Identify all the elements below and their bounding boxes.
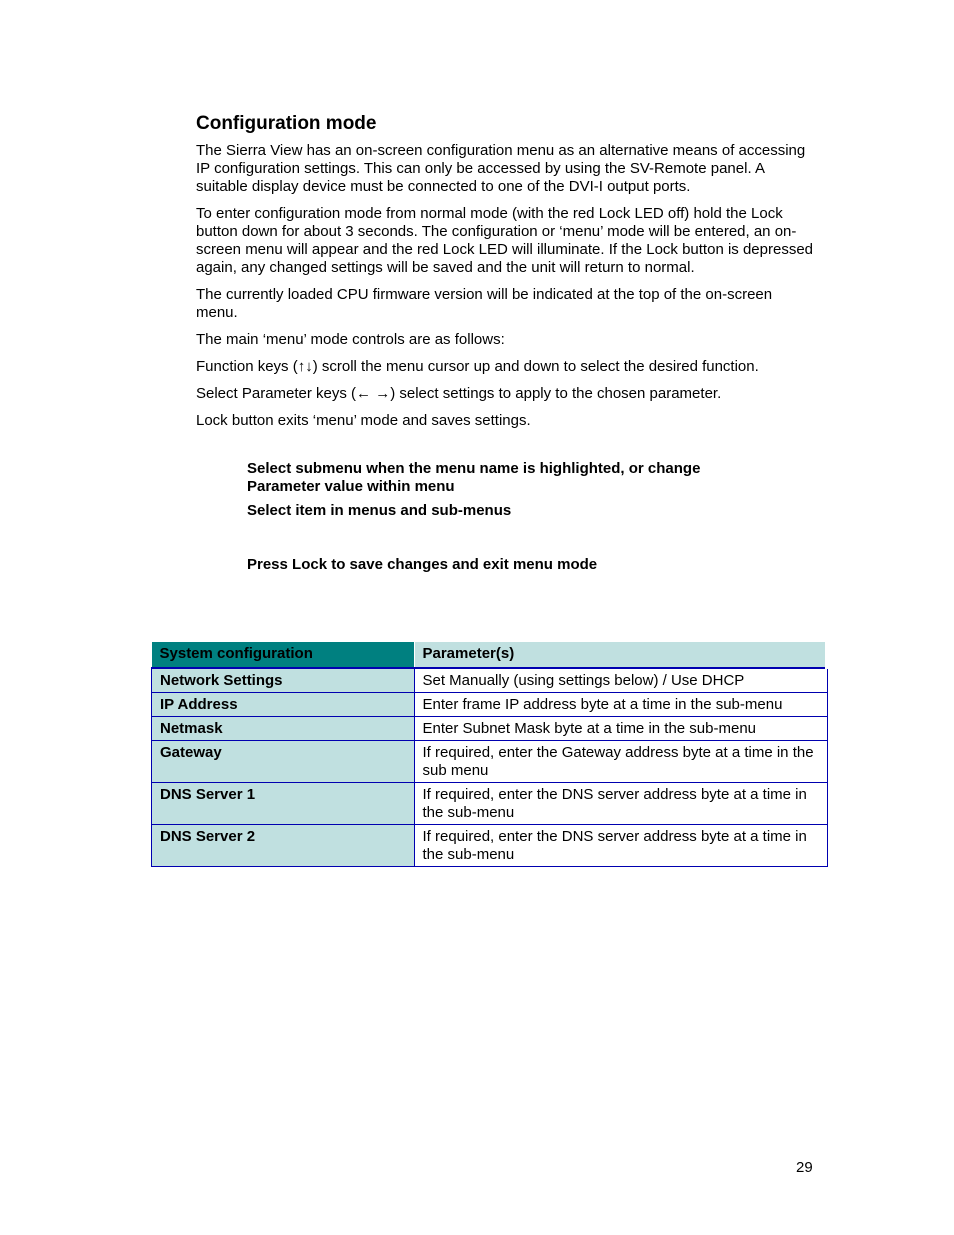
control-caption-lock: Press Lock to save changes and exit menu mode	[247, 556, 598, 573]
system-configuration-table	[151, 642, 829, 867]
row-name: DNS Server 2	[152, 825, 415, 867]
paragraph-firmware: The currently loaded CPU firmware version will be indicated at the top of the on-screen menu.	[196, 286, 773, 321]
table-row	[152, 668, 828, 693]
paragraph-controls-intro: The main ‘menu’ mode controls are as follows:	[196, 331, 505, 348]
row-name: Network Settings	[152, 668, 415, 693]
paragraph-parameter-keys: Select Parameter keys (← →) select settings to apply to the chosen parameter.	[196, 385, 722, 402]
row-value: If required, enter the Gateway address byte at a time in the sub menu	[414, 741, 827, 783]
row-value: If required, enter the DNS server address byte at a time in the sub-menu	[414, 783, 827, 825]
row-name: DNS Server 1	[152, 783, 415, 825]
control-caption-select-item: Select item in menus and sub-menus	[247, 502, 512, 519]
table-row	[152, 741, 828, 783]
paragraph-function-keys: Function keys (↑↓) scroll the menu cursor up and down to select the desired function.	[196, 358, 759, 375]
table-header-row	[152, 642, 828, 668]
row-name: IP Address	[152, 693, 415, 717]
header-system-configuration: System configuration	[152, 642, 415, 668]
paragraph-intro: The Sierra View has an on-screen configuration menu as an alternative means of accessing IP configuration settings. This can only be accessed by using the SV-Remote panel. A suitable display device must be connected to one of the DVI-I output ports.	[196, 142, 806, 195]
header-parameters: Parameter(s)	[414, 642, 827, 668]
table-row	[152, 717, 828, 741]
row-value: Enter frame IP address byte at a time in the sub-menu	[414, 693, 827, 717]
table-row	[152, 693, 828, 717]
main-content	[196, 112, 816, 439]
row-value: Set Manually (using settings below) / Use DHCP	[414, 668, 827, 693]
table-row	[152, 783, 828, 825]
row-name: Gateway	[152, 741, 415, 783]
page-number: 29	[796, 1159, 813, 1176]
table-row	[152, 825, 828, 867]
row-value: Enter Subnet Mask byte at a time in the sub-menu	[414, 717, 827, 741]
section-heading: Configuration mode	[196, 113, 377, 134]
paragraph-lock-button: Lock button exits ‘menu’ mode and saves settings.	[196, 412, 531, 429]
row-value: If required, enter the DNS server address byte at a time in the sub-menu	[414, 825, 827, 867]
row-name: Netmask	[152, 717, 415, 741]
paragraph-enter-mode: To enter configuration mode from normal mode (with the red Lock LED off) hold the Lock button down for about 3 seconds. The configuration or ‘menu’ mode will be entered, an on-screen menu will appear and the red Lock LED will illuminate. If the Lock button is depressed again, any changed settings will be saved and the unit will return to normal.	[196, 205, 813, 276]
control-caption-submenu: Select submenu when the menu name is highlighted, or change Parameter value within menu	[247, 460, 701, 495]
